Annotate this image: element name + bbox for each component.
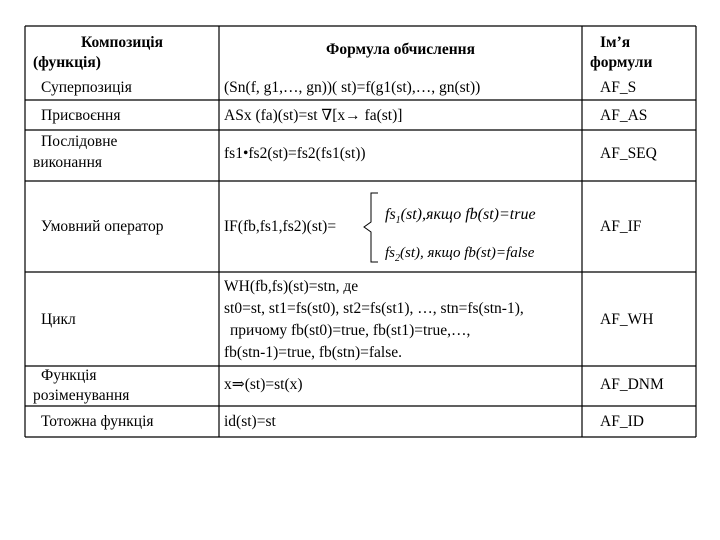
row-superposition-name: AF_S — [600, 79, 637, 96]
row-if-case-false-sub: 2 — [395, 253, 401, 264]
row-dnm-composition-line2: розіменування — [33, 387, 130, 404]
row-if-composition: Умовний оператор — [41, 218, 164, 235]
row-if-case-true-prefix: fs — [385, 206, 396, 223]
row-if-case-false — [385, 243, 534, 269]
row-id-name: AF_ID — [600, 413, 644, 430]
row-loop-composition: Цикл — [41, 311, 76, 328]
row-assignment-name: AF_AS — [600, 107, 648, 124]
row-loop-name: AF_WH — [600, 311, 654, 328]
row-superposition-composition: Суперпозиція — [41, 79, 132, 96]
header-composition — [28, 33, 216, 53]
row-if-formula: IF(fb,fs1,fs2)(st)= — [224, 218, 337, 235]
row-if-case-false-prefix: fs — [385, 245, 396, 261]
row-dnm-composition-line1: Функція — [41, 367, 97, 384]
row-loop-formula-line2: st0=st, st1=fs(st0), st2=fs(st1), …, stn=fs(stn-1), — [224, 300, 524, 317]
row-loop-formula-line3: причому fb(st0)=true, fb(st1)=true,…, — [230, 322, 471, 339]
row-assignment-composition: Присвоєння — [41, 107, 121, 124]
row-sequence-formula: fs1•fs2(st)=fs2(fs1(st)) — [224, 145, 366, 162]
case-brace — [364, 193, 378, 262]
row-if-case-true — [385, 205, 536, 231]
row-sequence-composition-line2: виконання — [33, 154, 103, 171]
row-loop-formula-line4: fb(stn-1)=true, fb(stn)=false. — [224, 344, 403, 361]
row-if-case-true-sub: 1 — [395, 215, 401, 227]
header-composition-line1: Композиція — [81, 34, 163, 51]
header-name-line1: Ім’я — [600, 34, 631, 51]
header-composition-line2: (функція) — [33, 54, 101, 71]
header-formula: Формула обчислення — [326, 41, 475, 58]
row-dnm-name: AF_DNM — [600, 376, 664, 393]
row-sequence-name: AF_SEQ — [600, 145, 657, 162]
row-if-case-true-text: (st),якщо fb(st)=true — [400, 206, 536, 223]
row-superposition-formula: (Sn(f, g1,…, gn))( st)=f(g1(st),…, gn(st)) — [224, 79, 481, 96]
row-if-case-false-text: (st), якщо fb(st)=false — [400, 245, 535, 261]
row-id-formula: id(st)=st — [224, 413, 276, 430]
row-sequence-composition-line1: Послідовне — [41, 133, 118, 150]
header-name-line2: формули — [590, 54, 653, 71]
row-if-name: AF_IF — [600, 218, 642, 235]
row-id-composition: Тотожна функція — [41, 413, 154, 430]
row-loop-formula-line1: WH(fb,fs)(st)=stn, де — [224, 278, 359, 295]
row-dnm-formula: x⇒(st)=st(x) — [224, 376, 303, 393]
row-assignment-formula: ASx (fa)(st)=st ∇[x→ fa(st)] — [224, 107, 403, 124]
